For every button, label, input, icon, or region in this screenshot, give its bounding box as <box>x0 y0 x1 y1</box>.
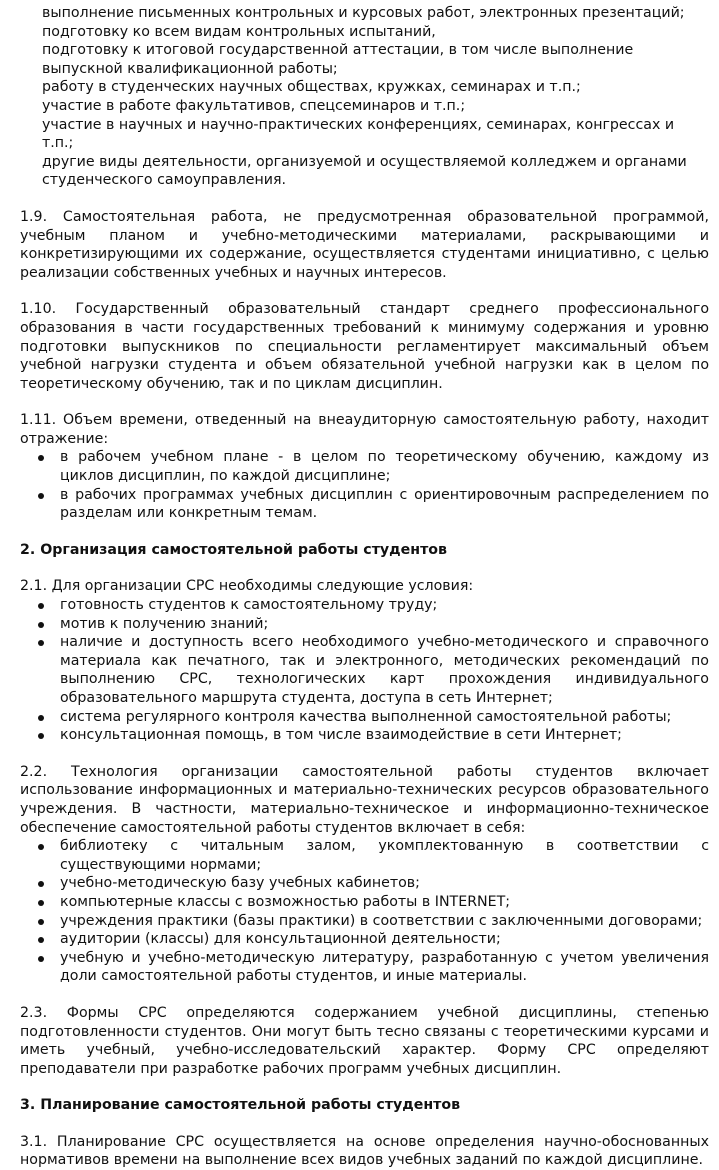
bullet-list-2-2 <box>20 837 709 986</box>
bullet-item: наличие и доступность всего необходимого учебно-методического и справочного материала как печатного, так и электронного, методических рекомендаций по выполнению СРС, технологических карт прохождения индивидуального образовательного маршрута студента, доступа в сеть Интернет; <box>60 634 709 706</box>
bullet-item: система регулярного контроля качества выполненной самостоятельной работы; <box>60 708 709 727</box>
paragraph-text: 2.3. Формы СРС определяются содержанием учебной дисциплины, степенью подготовленности студентов. Они могут быть тесно связаны с теоретическими курсами и иметь учебный, учебно-исследовательский характер. Форму СРС определяют преподаватели при разработке рабочих программ учебных дисциплин. <box>20 1004 709 1077</box>
bullet-list-1-11 <box>20 448 709 522</box>
bullet-item: мотив к получению знаний; <box>60 615 709 634</box>
paragraph-2-3 <box>20 1004 709 1078</box>
list-item: работу в студенческих научных обществах, кружках, семинарах и т.п.; <box>42 79 581 96</box>
bullet-item: учреждения практики (базы практики) в соответствии с заключенными договорами; <box>60 912 709 931</box>
list-item: участие в научных и научно-практических конференциях, семинарах, конгрессах и т.п.; <box>42 116 675 152</box>
bullet-item: аудитории (классы) для консультационной деятельности; <box>60 930 709 949</box>
paragraph-text: 1.11. Объем времени, отведенный на внеаудиторную самостоятельную работу, находит отражение: <box>20 412 709 447</box>
section-heading-2: 2. Организация самостоятельной работы студентов <box>20 541 448 558</box>
bullet-item: учебно-методическую базу учебных кабинетов; <box>60 874 709 893</box>
paragraph-text: 2.1. Для организации СРС необходимы следующие условия: <box>20 578 474 595</box>
paragraph-3-1 <box>20 1133 709 1170</box>
top-activity-list <box>20 4 709 190</box>
list-item: подготовку к итоговой государственной аттестации, в том числе выполнение выпускной квалификационной работы; <box>42 42 634 77</box>
paragraph-1-11 <box>20 411 709 523</box>
section-heading-3: 3. Планирование самостоятельной работы студентов <box>20 1097 461 1114</box>
bullet-item: в рабочем учебном плане - в целом по теоретическому обучению, каждому из циклов дисциплин, по каждой дисциплине; <box>60 449 709 485</box>
paragraph-text: 3.1. Планирование СРС осуществляется на основе определения научно-обоснованных нормативов времени на выполнение всех видов учебных заданий по каждой дисциплине. <box>20 1133 709 1169</box>
paragraph-2-2 <box>20 763 709 986</box>
paragraph-text: 1.10. Государственный образовательный стандарт среднего профессионального образования в части государственных требований к минимуму содержания и уровню подготовки выпускников по специальности регламентирует максимальный объем учебной нагрузки студента и объем обязательной учебной нагрузки как в целом по теоретическому обучению, так и по циклам дисциплин. <box>20 301 709 392</box>
bullet-item: в рабочих программах учебных дисциплин с ориентировочным распределением по разделам или конкретным темам. <box>60 486 709 522</box>
bullet-item: учебную и учебно-методическую литературу, разработанную с учетом увеличения доли самостоятельной работы студентов, и иные материалы. <box>60 949 709 985</box>
paragraph-text: 1.9. Самостоятельная работа, не предусмотренная образовательной программой, учебным планом и учебно-методическими материалами, раскрывающими и конкретизирующими их содержание, осуществляется студентами инициативно, с целью реализации собственных учебных и научных интересов. <box>20 208 709 281</box>
paragraph-1-10 <box>20 300 709 393</box>
list-item: участие в работе факультативов, спецсеминаров и т.п.; <box>42 97 466 114</box>
paragraph-2-1 <box>20 577 709 744</box>
bullet-item: готовность студентов к самостоятельному труду; <box>60 596 709 615</box>
list-item: другие виды деятельности, организуемой и осуществляемой колледжем и органами студенческого самоуправления. <box>42 153 687 189</box>
paragraph-1-9 <box>20 208 709 282</box>
list-item: подготовку ко всем видам контрольных испытаний, <box>42 23 436 40</box>
list-item: выполнение письменных контрольных и курсовых работ, электронных презентаций; <box>42 5 685 21</box>
bullet-item: компьютерные классы с возможностью работы в INTERNET; <box>60 893 709 912</box>
paragraph-text: 2.2. Технология организации самостоятельной работы студентов включает использование информационных и материально-технических ресурсов образовательного учреждения. В частности, материально-техническое и информационно-техническое обеспечение самостоятельной работы студентов включает в себя: <box>20 763 709 836</box>
bullet-list-2-1 <box>20 596 709 745</box>
bullet-item: консультационная помощь, в том числе взаимодействие в сети Интернет; <box>60 726 709 745</box>
bullet-item: библиотеку с читальным залом, укомплектованную в соответствии с существующими нормами; <box>60 838 709 873</box>
